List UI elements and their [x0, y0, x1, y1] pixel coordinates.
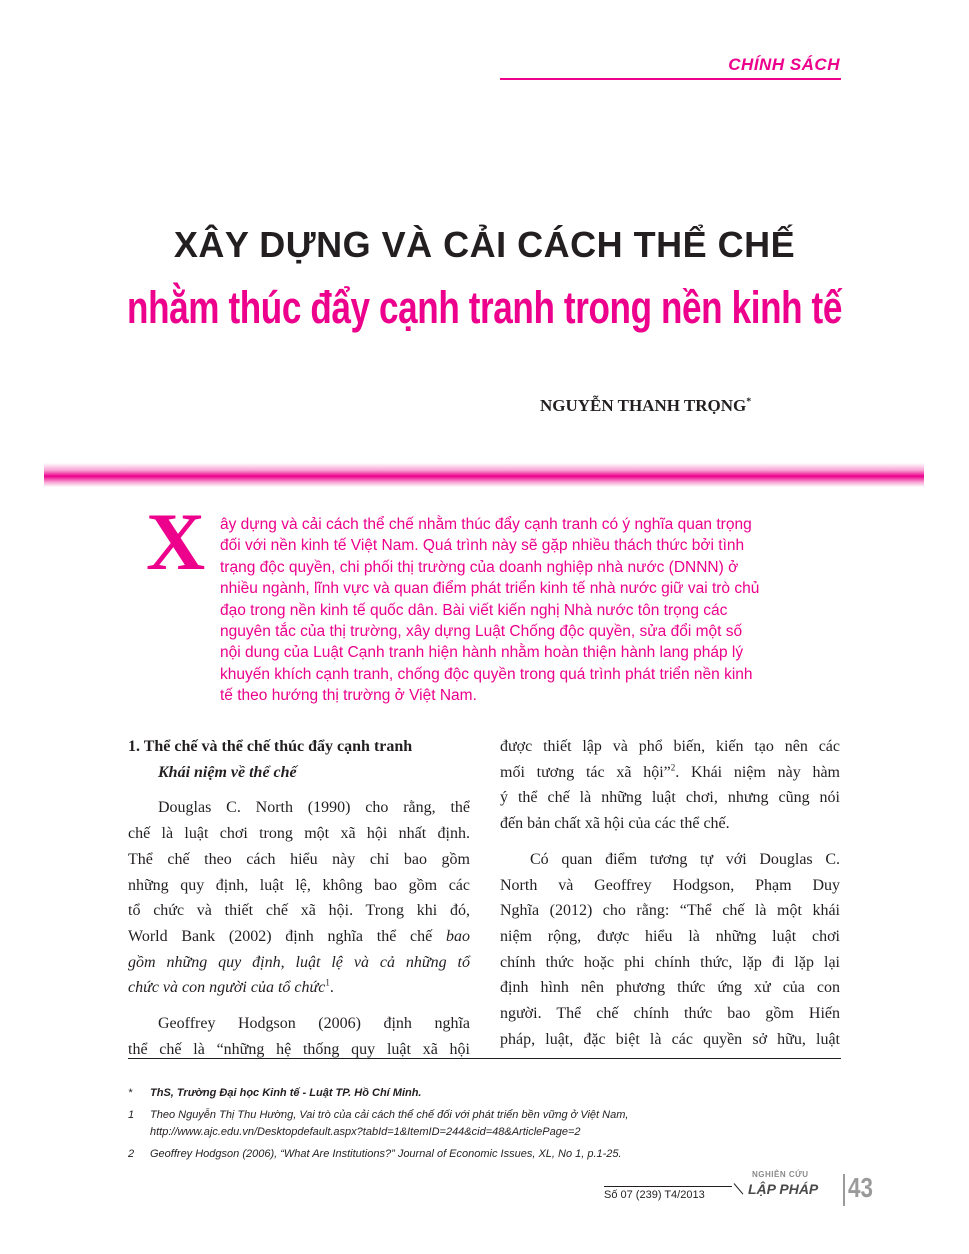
body-column-right — [500, 734, 840, 1052]
footnote-mark: 1 — [128, 1109, 135, 1121]
abstract-line: nội dung của Luật Cạnh tranh hiện hành nhằm hoàn thiện hành lang pháp lý — [220, 644, 744, 662]
article-title-line-1: XÂY DỰNG VÀ CẢI CÁCH THỂ CHẾ — [173, 224, 796, 265]
footnote-text: ThS, Trường Đại học Kinh tế - Luật TP. Hồ Chí Minh. — [150, 1087, 422, 1099]
body-line: định hình nên phương thức ứng xử của con — [500, 979, 840, 997]
decorative-band — [44, 463, 924, 487]
body-line: North và Geoffrey Hodgson, Phạm Duy — [500, 876, 840, 894]
body-line — [128, 975, 470, 1001]
footnote-mark: * — [128, 1087, 133, 1099]
author-name-text: NGUYỄN THANH TRỌNG — [540, 396, 747, 415]
abstract-line: khuyến khích cạnh tranh, chống độc quyền trong quá trình phát triển nền kinh — [220, 665, 753, 683]
paragraph-gap — [500, 837, 840, 847]
page-number-bar — [843, 1174, 845, 1206]
article-title-line-2: nhằm thúc đẩy cạnh tranh trong nền kinh tế — [127, 282, 842, 333]
abstract-line: tế theo hướng thị trường ở Việt Nam. — [220, 687, 477, 705]
body-line: tổ chức và thiết chế xã hội. Trong khi đó, — [128, 902, 470, 920]
journal-brand-name: LẬP PHÁP — [748, 1181, 819, 1197]
footer-rule — [604, 1186, 732, 1187]
body-line — [500, 760, 840, 786]
body-line: Có quan điểm tương tự với Douglas C. — [530, 850, 840, 868]
footnote-mark: 2 — [128, 1148, 135, 1160]
issue-info: Số 07 (239) T4/2013 — [604, 1189, 705, 1201]
section-heading: 1. Thể chế và thể chế thúc đẩy cạnh tranh — [128, 738, 413, 755]
body-line: niệm rộng, được hiểu là những luật chơi — [500, 927, 840, 945]
abstract-line: ây dựng và cải cách thể chế nhằm thúc đẩy cạnh tranh có ý nghĩa quan trọng — [220, 516, 752, 533]
abstract-line: đạo trong nền kinh tế quốc dân. Bài viết kiến nghị Nhà nước tôn trọng các — [220, 601, 728, 619]
abstract-line: nhiều ngành, lĩnh vực và quan điểm phát triển kinh tế nhà nước giữ vai trò chủ — [220, 580, 760, 598]
footnote-divider — [128, 1058, 841, 1059]
author-footnote-mark: * — [746, 396, 752, 408]
body-line: Thể chế theo cách hiểu này chỉ bao gồm — [128, 850, 470, 868]
abstract-line: đối với nền kinh tế Việt Nam. Quá trình này sẽ gặp nhiều thách thức bởi tình — [220, 537, 745, 555]
body-line — [128, 924, 470, 950]
body-line: đến bản chất xã hội của các thể chế. — [500, 815, 730, 833]
footnote-ref: 2 — [670, 762, 676, 773]
body-text-italic: bao — [446, 927, 470, 945]
body-line: ý thể chế là những luật chơi, nhưng cũng nói — [500, 789, 840, 807]
section-subheading: Khái niệm về thể chế — [158, 763, 297, 781]
body-line: Douglas C. North (1990) cho rằng, thể — [158, 799, 470, 817]
footnote-ref: 1 — [325, 978, 330, 988]
body-line: thể chế là “những hệ thống quy luật xã hội — [128, 1040, 470, 1058]
body-line: Geoffrey Hodgson (2006) định nghĩa — [158, 1015, 470, 1033]
body-line: được thiết lập và phổ biến, kiến tạo nên các — [500, 738, 840, 755]
footnote-text: Geoffrey Hodgson (2006), “What Are Institutions?” Journal of Economic Issues, XL, No 1, p.1-25. — [150, 1148, 622, 1160]
journal-brand-top: NGHIÊN CỨU — [752, 1170, 809, 1179]
paragraph-gap — [128, 1001, 470, 1011]
footnote-text: Theo Nguyễn Thị Thu Hường, Vai trò của cải cách thể chế đối với phát triển bền vững ở Việt Nam, http://www.ajc.edu.vn/Desktopdefault.aspx?tabId=1&ItemID=244&cid=48&ArticlePage=2 — [150, 1109, 629, 1138]
body-line: chính thức hoặc phi chính thức, lặp đi lặp lại — [500, 953, 840, 971]
body-line: Nghĩa (2012) cho rằng: “Thể chế là một khái — [500, 902, 840, 920]
abstract-line: nguyên tắc của thị trường, xây dựng Luật Chống độc quyền, sửa đổi một số — [220, 623, 743, 641]
footnote-item — [128, 1146, 841, 1163]
body-text: World Bank (2002) định nghĩa thể chế — [128, 927, 446, 945]
body-text: . — [329, 979, 334, 997]
page-number: 43 — [848, 1172, 873, 1203]
body-line: những quy định, luật lệ, không bao gồm các — [128, 876, 470, 894]
footnotes — [128, 1085, 841, 1168]
body-text: mối tương tác xã hội” — [500, 763, 671, 781]
abstract-line: trạng độc quyền, chi phối thị trường của doanh nghiệp nhà nước (DNNN) ở — [220, 558, 739, 576]
section-label: CHÍNH SÁCH — [728, 55, 840, 74]
footnote-item — [128, 1085, 841, 1102]
paragraph-gap — [128, 785, 470, 795]
body-line: pháp, luật, đặc biệt là các quyền sở hữu, luật — [500, 1030, 840, 1048]
body-text-italic: chức và con người của tổ chức — [128, 979, 326, 997]
body-line: chế là luật chơi trong một xã hội nhất định. — [128, 825, 470, 843]
abstract — [220, 514, 840, 707]
author-name — [540, 396, 751, 416]
body-text: . Khái niệm này hàm — [675, 763, 840, 781]
body-line: người. Thể chế chính thức bao gồm Hiến — [500, 1005, 840, 1023]
body-line-italic: gồm những quy định, luật lệ và cả những tổ — [128, 953, 470, 971]
footer-slash — [734, 1183, 744, 1194]
section-rule — [500, 78, 841, 80]
body-column-left — [128, 734, 470, 1062]
footnote-item — [128, 1107, 841, 1141]
abstract-dropcap: X — [146, 496, 206, 587]
